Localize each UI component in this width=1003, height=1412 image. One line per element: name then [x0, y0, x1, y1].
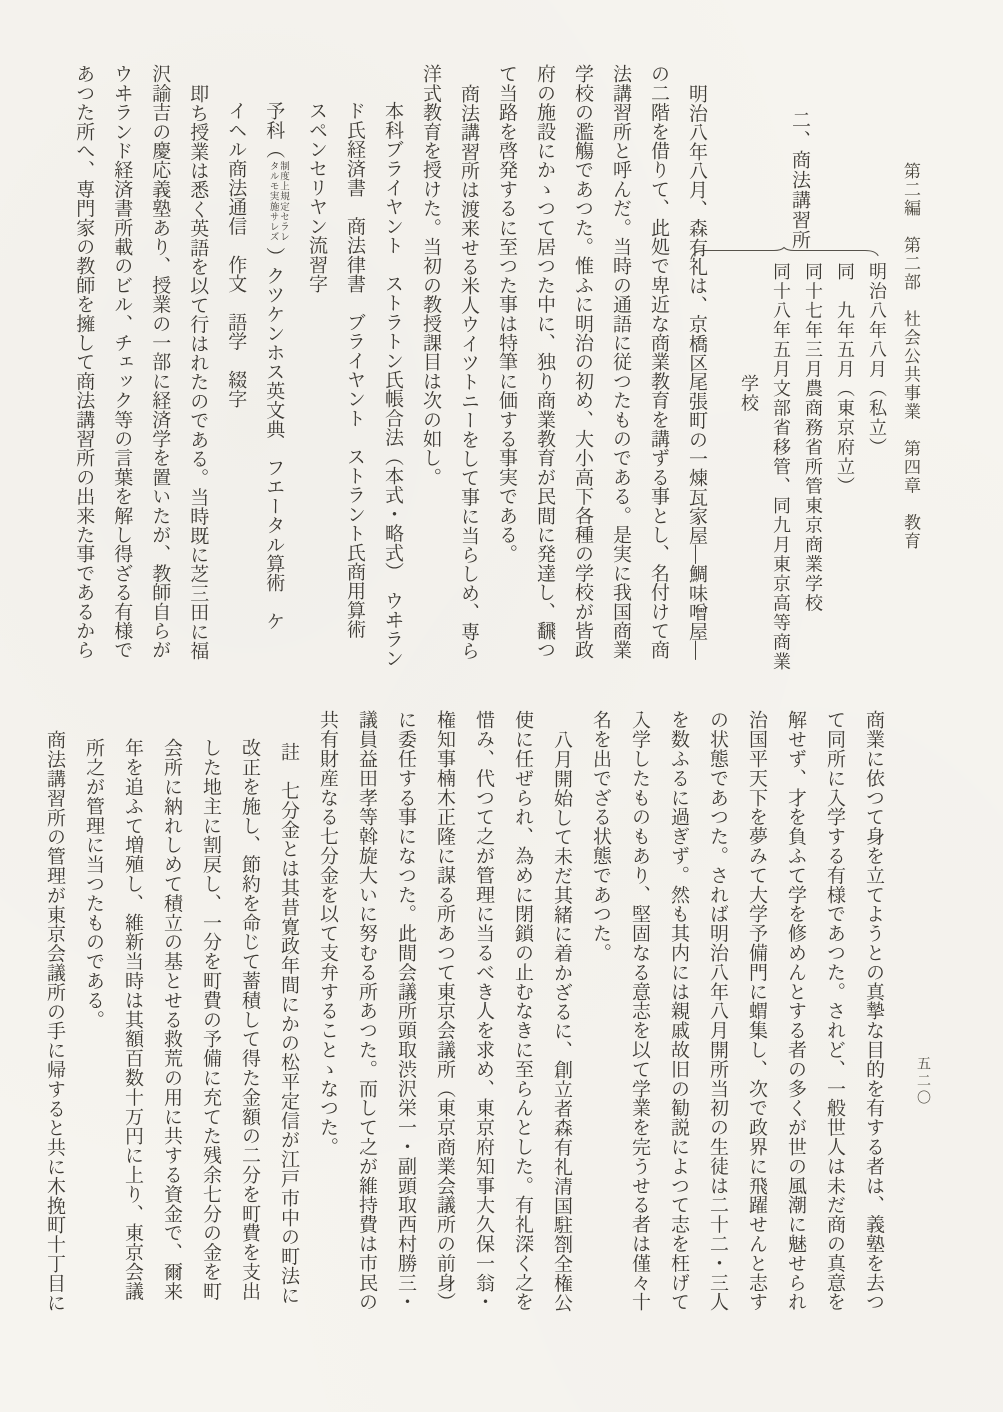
- text-column: の二階を借りて、此処で卑近な商業教育を講ずる事とし、名付けて商: [648, 64, 669, 660]
- text-column: 予科（制度上規定セラレタルモ実施サレズ）クツケンホス英文典 フエータル算術 ケ: [263, 101, 288, 631]
- section-heading: 二、商法講習所: [789, 110, 810, 250]
- text-column: 惜み、代つて之が管理に当るべき人を求め、東京府知事大久保一翁・: [473, 710, 494, 1312]
- text-column: 治国平天下を夢みて大学予備門に蝟集し、次で政界に飛躍せんと志す: [746, 710, 767, 1312]
- text-column: て同所に入学する有様であつた。されど、一般世人は未だ商の真意を: [824, 710, 845, 1312]
- text-column: 入学したものもあり、堅固なる意志を以て学業を完うせる者は僅々十: [629, 710, 650, 1312]
- text-column: ド氏経済書 商法律書 ブライヤント ストラント氏商用算術: [344, 101, 365, 639]
- text-column: 沢諭吉の慶応義塾あり、授業の一部に経済学を置いたが、教師自らが: [149, 64, 171, 660]
- school-history-dates: [726, 262, 886, 692]
- text-column: の状態であつた。されば明治八年八月開所当初の生徒は二十二・三人: [707, 710, 728, 1312]
- text-column: 八月開始して未だ其緒に着かざるに、創立者森有礼清国駐劄全権公: [551, 730, 572, 1312]
- text-column: 権知事楠木正隆に謀る所あつて東京会議所（東京商業会議所の前身）: [434, 710, 455, 1312]
- text-column: スペンセリヤン流習字: [306, 101, 327, 293]
- history-date-column: 同 九年五月（東京府立）: [835, 262, 855, 496]
- page-number: 五二〇: [915, 1056, 930, 1107]
- history-date-column: 学校: [739, 374, 759, 413]
- text-column: 名を出でざる状態であつた。: [590, 710, 611, 963]
- text-column: 解せず、才を負ふて学を修めんとする者の多くが世の風潮に魅せられ: [785, 710, 806, 1312]
- history-date-column: 明治八年八月（私立）: [867, 262, 887, 457]
- main-text-top: [55, 64, 706, 682]
- text-column: 所之が管理に当つたものである。: [83, 738, 104, 1029]
- text-column: 会所に納れしめて積立の基とせる救荒の用に共する資金で、爾来: [161, 738, 182, 1301]
- text-column: イヘル商法通信 作文 語学 綴字: [225, 101, 247, 409]
- main-text-bottom: [25, 710, 883, 1344]
- text-column: 商法講習所は渡来せる米人ウイツトニーをして事に当らしめ、専ら: [458, 84, 479, 660]
- text-column: に委任する事になつた。此間会議所頭取渋沢栄一・副頭取西村勝三・: [395, 710, 416, 1312]
- text-column: 使に任ぜられ、為めに閉鎖の止むなきに至らんとした。有礼深く之を: [512, 710, 533, 1312]
- running-header: 第二編 第二部 社会公共事業 第四章 教育: [901, 162, 920, 551]
- text-column: 改正を施し、節約を命じて蓄積して得た金額の二分を町費を支出: [239, 738, 260, 1301]
- grouping-brace: [688, 246, 880, 260]
- text-column: 学校の濫觴であつた。惟ふに明治の初め、大小高下各種の学校が皆政: [572, 64, 593, 660]
- text-column: ウヰランド経済書所載のビル、チェック等の言葉を解し得ざる有様で: [111, 64, 133, 660]
- text-column: 註 七分金とは其昔寛政年間にかの松平定信が江戸市中の町法に: [278, 742, 299, 1305]
- text-column: 府の施設にかゝつて居つた中に、独り商業教育が民間に発達し、飜つ: [534, 64, 555, 660]
- text-column: 本科ブライヤント ストラトン氏帳合法（本式・略式） ウヰラン: [382, 101, 403, 668]
- text-column: 洋式教育を授けた。当初の教授課目は次の如し。: [420, 64, 441, 487]
- text-column: 法講習所と呼んだ。当時の通語に従つたものである。是実に我国商業: [610, 64, 631, 660]
- text-column: 即ち授業は悉く英語を以て行はれたのである。当時既に芝三田に福: [187, 84, 209, 660]
- text-column: を数ふるに過ぎず。然も其内には親戚故旧の勧説によつて志を枉げて: [668, 710, 689, 1312]
- text-column: 商法講習所の管理が東京会議所の手に帰すると共に木挽町十丁目に: [44, 730, 65, 1312]
- text-column: 明治八年八月、森有礼は、京橋区尾張町の一煉瓦家屋―鯛味噌屋―: [686, 84, 707, 660]
- text-column: 年を追ふて増殖し、維新当時は其額百数十万円に上り、東京会議: [122, 738, 143, 1301]
- history-date-column: 同十七年三月農商務省所管東京商業学校: [803, 262, 823, 613]
- history-date-column: 同十八年五月文部省移管、同九月東京高等商業: [771, 262, 791, 672]
- text-column: した地主に割戻し、一分を町費の予備に充てた残余七分の金を町: [200, 738, 221, 1301]
- text-column: 商業に依つて身を立てようとの真摯な目的を有する者は、義塾を去つ: [863, 710, 884, 1312]
- text-column: あつた所へ、専門家の教師を擁して商法講習所の出来た事であるから: [73, 64, 95, 660]
- text-column: 議員益田孝等斡旋大いに努むる所あつた。而して之が維持費は市民の: [356, 710, 377, 1312]
- text-column: て当路を啓発するに至つた事は特筆に価する事実である。: [496, 64, 517, 564]
- inline-note: 制度上規定セラレタルモ実施サレズ: [267, 160, 288, 242]
- text-column: 共有財産なる七分金を以て支弁することゝなつた。: [317, 710, 338, 1157]
